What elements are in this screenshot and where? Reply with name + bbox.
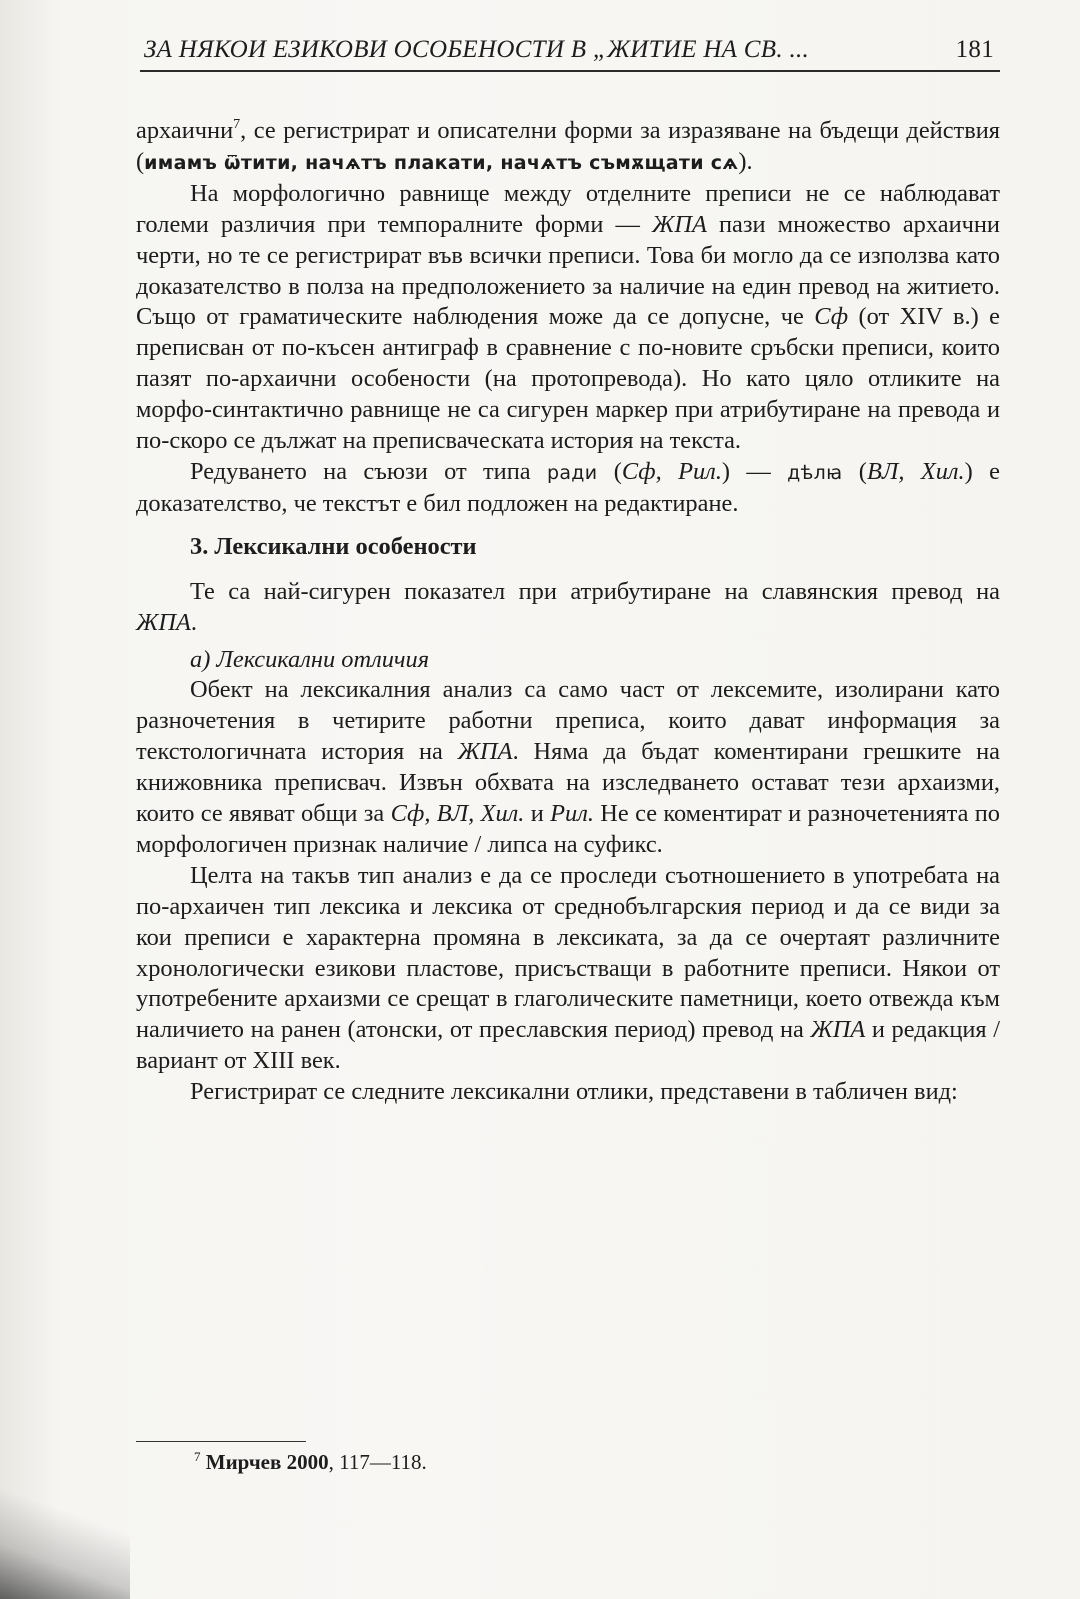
footnote-ref[interactable]: 7 xyxy=(233,117,241,132)
old-church-slavonic-word: ради xyxy=(546,461,598,484)
footnote-author: Мирчев 2000 xyxy=(205,1450,329,1474)
paragraph xyxy=(136,1077,1000,1108)
text-run: Не се коментират и разночетенията по морфологичен признак наличие / липса на суфикс. xyxy=(136,800,1000,858)
body-text xyxy=(136,116,1000,1108)
abbreviation: ЖПА xyxy=(136,608,191,636)
old-church-slavonic-quote: имамъ ѿтити, начѧтъ плакати, начѧтъ съмѫщати сѧ xyxy=(144,151,739,174)
text-run: . Няма да бъдат коментирани грешките на книжовника преписвач. Извън обхвата на изследването остават тези архаизми, които се явяват общи за xyxy=(136,738,1000,828)
text-run: архаични xyxy=(136,117,234,144)
abbreviation: Сф, ВЛ, Хил. xyxy=(390,800,525,828)
paragraph xyxy=(136,675,1000,860)
paragraph xyxy=(136,116,1000,179)
footnote-number: 7 xyxy=(194,1449,201,1464)
text-run: Те са най-сигурен показател при атрибутиране на славянския превод на xyxy=(190,577,1000,605)
text-run: ( xyxy=(597,457,622,485)
text-run: ). xyxy=(738,147,753,175)
text-run: и редакция / вариант от XIII век. xyxy=(136,1016,1000,1075)
text-run: Обект на лексикалния анализ са само част от лексемите, изолирани като разночетения в четирите работни преписа, които дават информация за текстологичната история на xyxy=(136,676,1000,766)
paragraph xyxy=(136,457,1000,520)
text-run: и xyxy=(524,800,551,828)
footnote-pages: , 117—118. xyxy=(328,1450,427,1474)
text-run: , се регистрират и описателни форми за изразяване на бъдещи действия ( xyxy=(136,117,1000,175)
paragraph xyxy=(136,577,1000,639)
old-church-slavonic-word: дѣлꙗ xyxy=(787,461,843,484)
page-number: 181 xyxy=(955,36,994,63)
text-run: На морфологично равнище между отделните преписи не се наблюдават големи различия при темпоралните форми — xyxy=(136,179,1000,238)
text-run: Редуването на съюзи от типа xyxy=(190,457,547,485)
text-run: Регистрират се следните лексикални отлики, представени в табличен вид: xyxy=(190,1078,958,1106)
abbreviation: Рил. xyxy=(550,800,594,828)
text-run: . xyxy=(190,608,197,636)
abbreviation: ЖПА xyxy=(810,1016,866,1044)
abbreviation: ВЛ, Хил. xyxy=(866,457,965,485)
footnote-rule xyxy=(136,1441,306,1442)
subheading-text: а) Лексикални отличия xyxy=(190,645,430,673)
footnote xyxy=(194,1450,427,1475)
paragraph xyxy=(136,861,1000,1077)
running-title: ЗА НЯКОИ ЕЗИКОВИ ОСОБЕНОСТИ В „ЖИТИЕ НА СВ. ... xyxy=(144,36,810,63)
text-run: ) е доказателство, че текстът е бил подложен на редактиране. xyxy=(136,457,1000,517)
running-header xyxy=(140,34,1000,72)
text-run: ( xyxy=(842,457,867,485)
abbreviation: Сф xyxy=(814,303,849,331)
subsection-heading xyxy=(136,645,1000,676)
text-run: (от XIV в.) е преписван от по-късен антиграф в сравнение с по-новите сръбски преписи, които пазят по-архаични особености (на протопревода). Но като цяло отликите на морфо-синтактично равнище не са сигурен маркер при атрибутиране на превода и по-скоро се дължат на преписваческата история на текста. xyxy=(136,303,1000,455)
abbreviation: Сф, Рил. xyxy=(621,457,722,485)
abbreviation: ЖПА xyxy=(652,210,707,238)
text-run: ) — xyxy=(721,457,788,485)
section-heading: 3. Лексикални особености xyxy=(190,532,477,560)
text-run: пази множество архаични черти, но те се регистрират във всички преписи. Това би могло да се използва като доказателство в полза на предположението за наличие на един превод на житието. Също от граматическите наблюдения може да се допусне, че xyxy=(136,210,1000,331)
abbreviation: ЖПА xyxy=(457,738,513,766)
page-edge-shadow xyxy=(0,1459,130,1599)
text-run: Целта на такъв тип анализ е да се проследи съотношението в употребата на по-архаичен тип лексика и лексика от среднобългарския период и да се види за кои преписи е характерна промяна в лексиката, за да се очертаят различните хронологически езикови пластове, присъстващи в работните преписи. Някои от употребените архаизми се срещат в глаголическите паметници, което отвежда към наличието на ранен (атонски, от преславския период) превод на xyxy=(136,861,1000,1044)
paragraph xyxy=(136,179,1000,457)
